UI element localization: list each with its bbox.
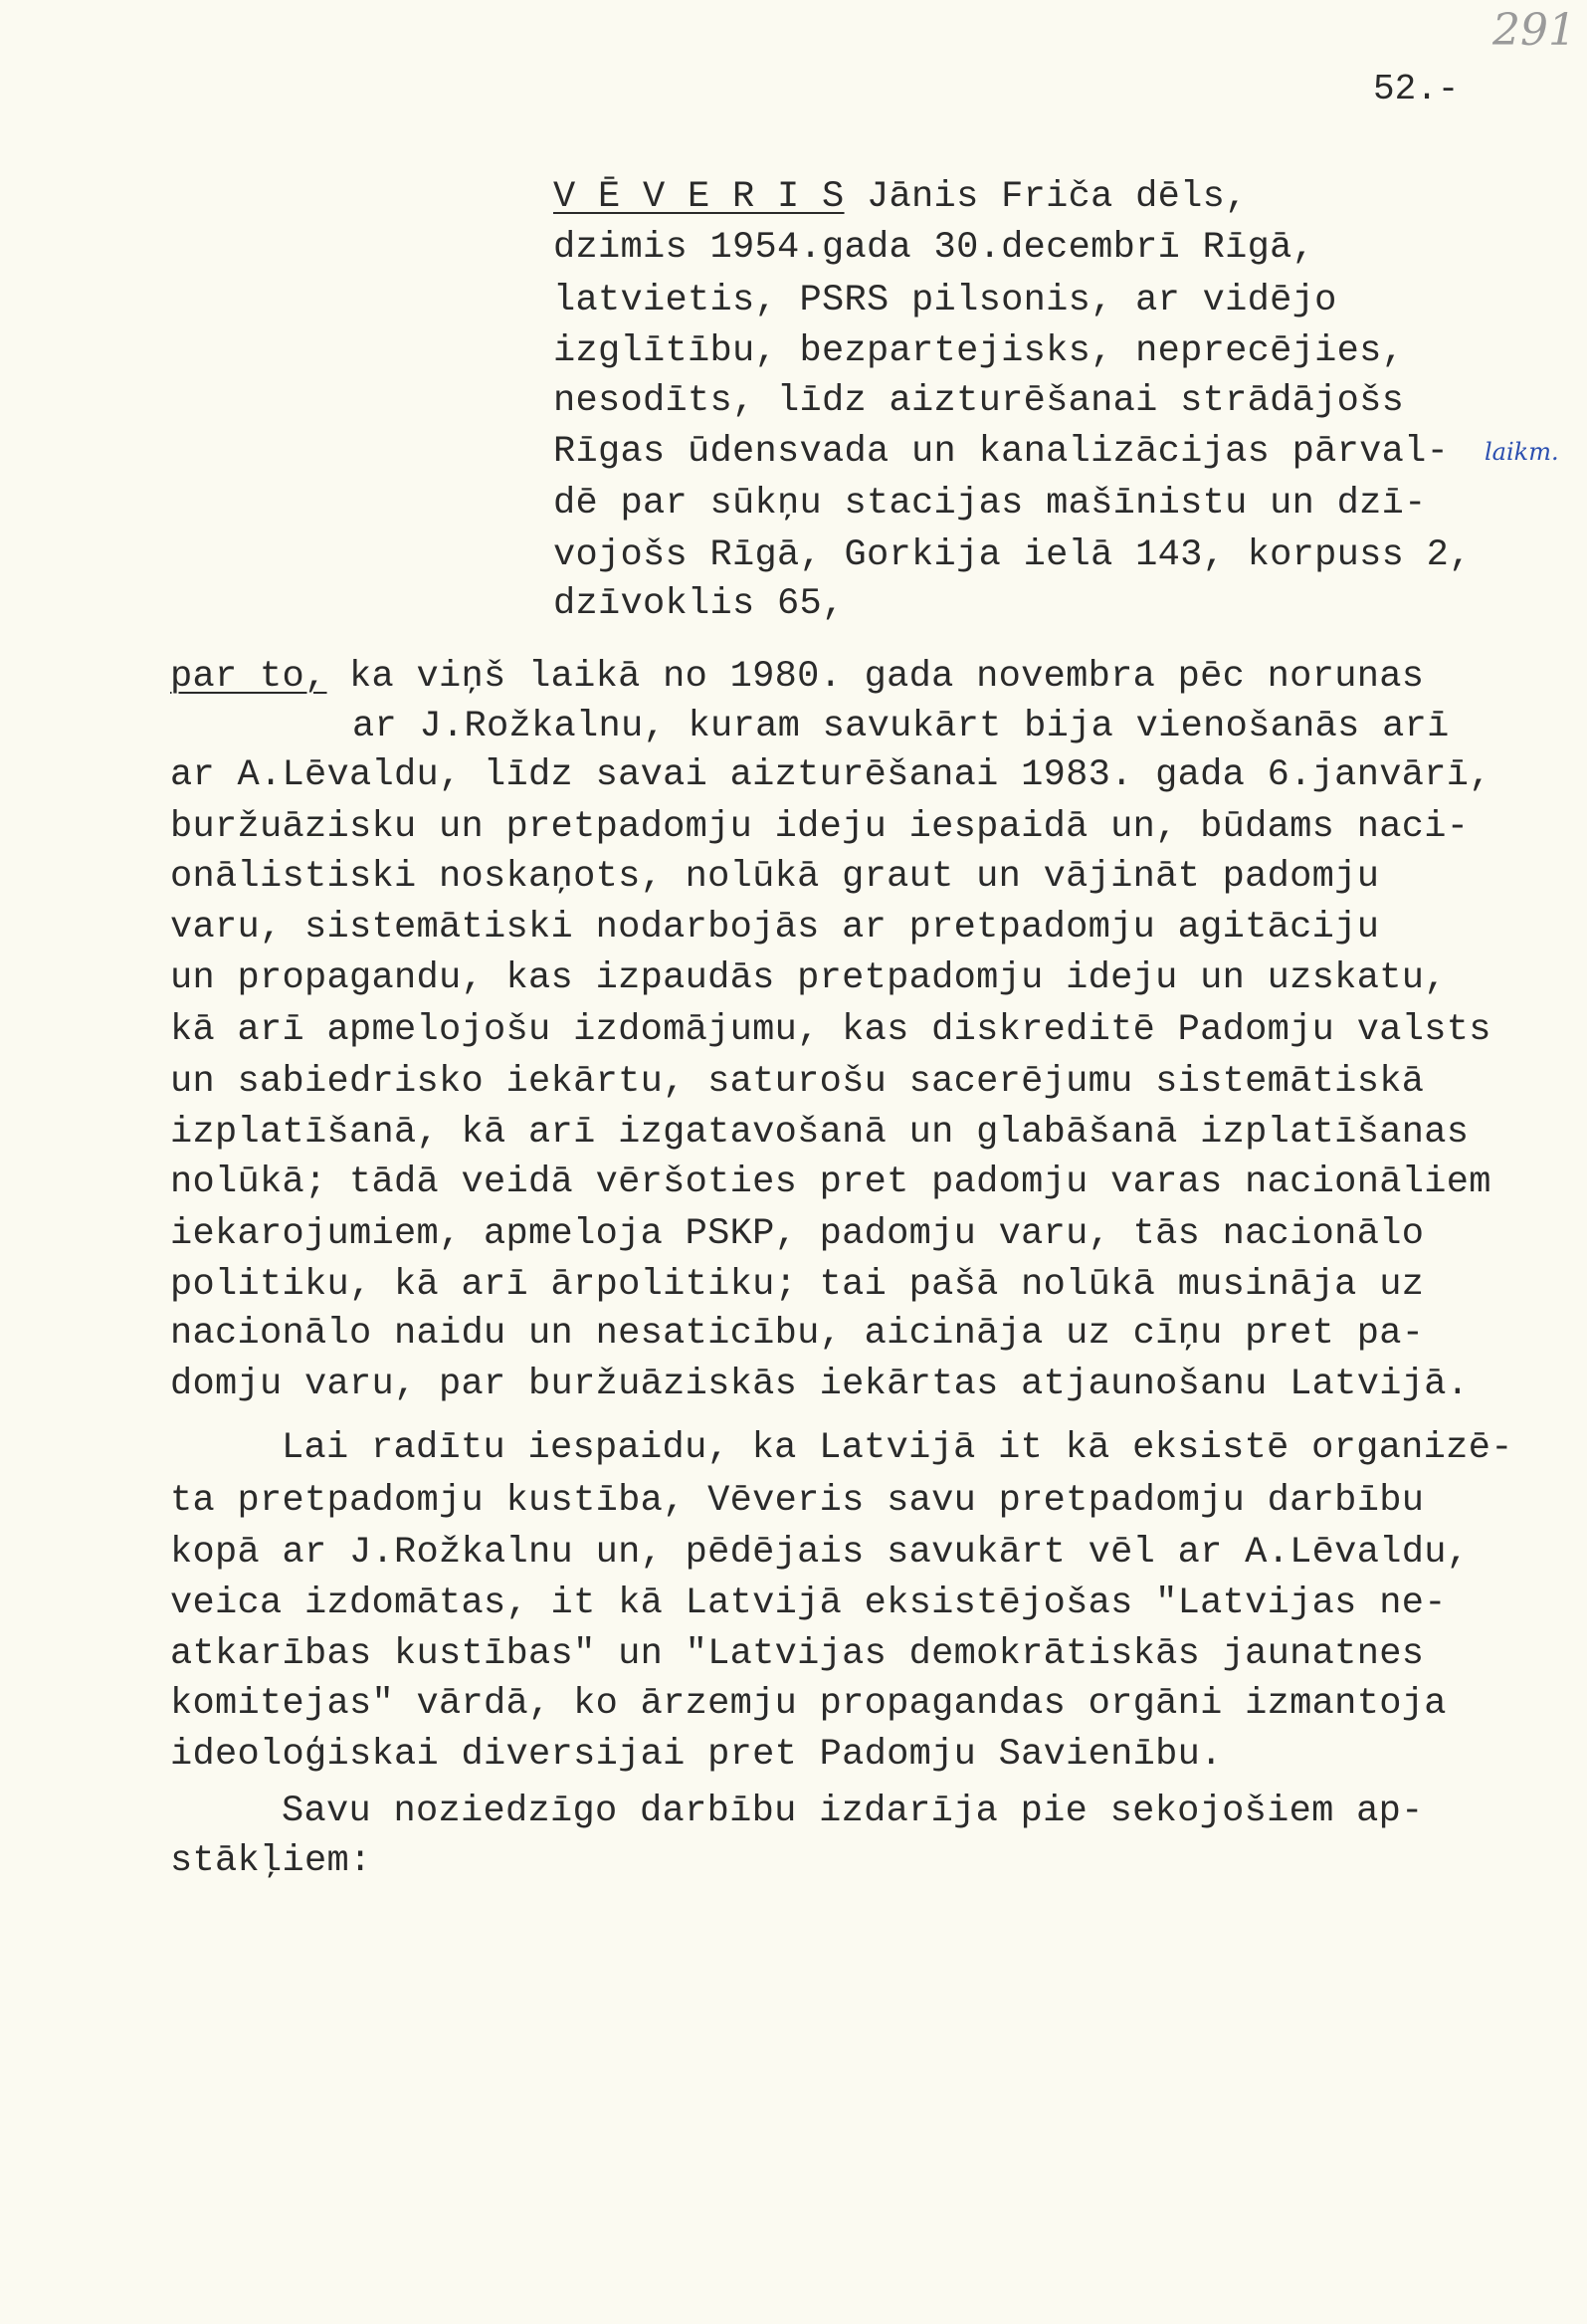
- header-line: dē par sūkņu stacijas mašīnistu un dzī-: [553, 483, 1427, 525]
- header-line: [553, 177, 1248, 217]
- header-line: izglītību, bezpartejisks, neprecējies,: [553, 330, 1405, 372]
- handwritten-annotation: laikm.: [1485, 438, 1559, 466]
- paragraph2-line: Lai radītu iespaidu, ka Latvijā it kā eksistē organizē-: [282, 1427, 1513, 1469]
- header-line: nesodīts, līdz aizturēšanai strādājošs: [553, 380, 1405, 422]
- body-line: iekarojumiem, apmeloja PSKP, padomju varu, tās nacionālo: [170, 1213, 1425, 1255]
- paragraph2-line: atkarības kustības" un "Latvijas demokrātiskās jaunatnes: [170, 1633, 1425, 1675]
- body-line: politiku, kā arī ārpolitiku; tai pašā nolūkā musināja uz: [170, 1264, 1425, 1306]
- body-line: varu, sistemātiski nodarbojās ar pretpadomju agitāciju: [170, 907, 1380, 949]
- body-line: nacionālo naidu un nesaticību, aicināja uz cīņu pret pa-: [170, 1313, 1425, 1355]
- page-number: 52.-: [1373, 69, 1460, 109]
- body-line: nolūkā; tādā veidā vēršoties pret padomju varas nacionāliem: [170, 1162, 1491, 1203]
- header-line: Rīgas ūdensvada un kanalizācijas pārval-: [553, 431, 1450, 473]
- header-line: vojošs Rīgā, Gorkija ielā 143, korpuss 2,: [553, 534, 1472, 576]
- paragraph2-line: kopā ar J.Rožkalnu un, pēdējais savukārt vēl ar A.Lēvaldu,: [170, 1532, 1470, 1574]
- body-line: domju varu, par buržuāziskās iekārtas atjaunošanu Latvijā.: [170, 1364, 1470, 1405]
- body-line: un propagandu, kas izpaudās pretpadomju ideju un uzskatu,: [170, 957, 1447, 999]
- body-line: ar J.Rožkalnu, kuram savukārt bija vienošanās arī: [352, 706, 1450, 747]
- body-line: un sabiedrisko iekārtu, saturošu sacerējumu sistemātiskā: [170, 1061, 1425, 1103]
- paragraph3-line: Savu noziedzīgo darbību izdarīja pie sekojošiem ap-: [282, 1791, 1424, 1832]
- body-line: onālistiski noskaņots, nolūkā graut un vājināt padomju: [170, 856, 1380, 898]
- paragraph2-line: ta pretpadomju kustība, Vēveris savu pretpadomju darbību: [170, 1480, 1425, 1522]
- archive-page-number: 291: [1492, 5, 1576, 56]
- header-line: dzimis 1954.gada 30.decembrī Rīgā,: [553, 227, 1315, 269]
- body-line: buržuāzisku un pretpadomju ideju iespaidā un, būdams naci-: [170, 806, 1470, 848]
- body-text: ka viņš laikā no 1980. gada novembra pēc norunas: [326, 656, 1425, 698]
- body-line: [170, 657, 1424, 697]
- header-line: dzīvoklis 65,: [553, 583, 845, 625]
- body-line: ar A.Lēvaldu, līdz savai aizturēšanai 1983. gada 6.janvārī,: [170, 754, 1491, 796]
- header-line: latvietis, PSRS pilsonis, ar vidējo: [553, 280, 1337, 321]
- paragraph2-line: ideoloģiskai diversijai pret Padomju Savienību.: [170, 1734, 1223, 1776]
- surname: V Ē V E R I S: [553, 176, 845, 218]
- lead-phrase: par to,: [170, 656, 327, 698]
- paragraph2-line: komitejas" vārdā, ko ārzemju propagandas orgāni izmantoja: [170, 1683, 1447, 1725]
- body-line: kā arī apmelojošu izdomājumu, kas diskreditē Padomju valsts: [170, 1009, 1491, 1051]
- paragraph3-line: stākļiem:: [170, 1840, 372, 1882]
- name-text: Jānis Friča dēls,: [844, 176, 1248, 218]
- paragraph2-line: veica izdomātas, it kā Latvijā eksistējošas "Latvijas ne-: [170, 1583, 1447, 1624]
- body-line: izplatīšanā, kā arī izgatavošanā un glabāšanā izplatīšanas: [170, 1112, 1470, 1154]
